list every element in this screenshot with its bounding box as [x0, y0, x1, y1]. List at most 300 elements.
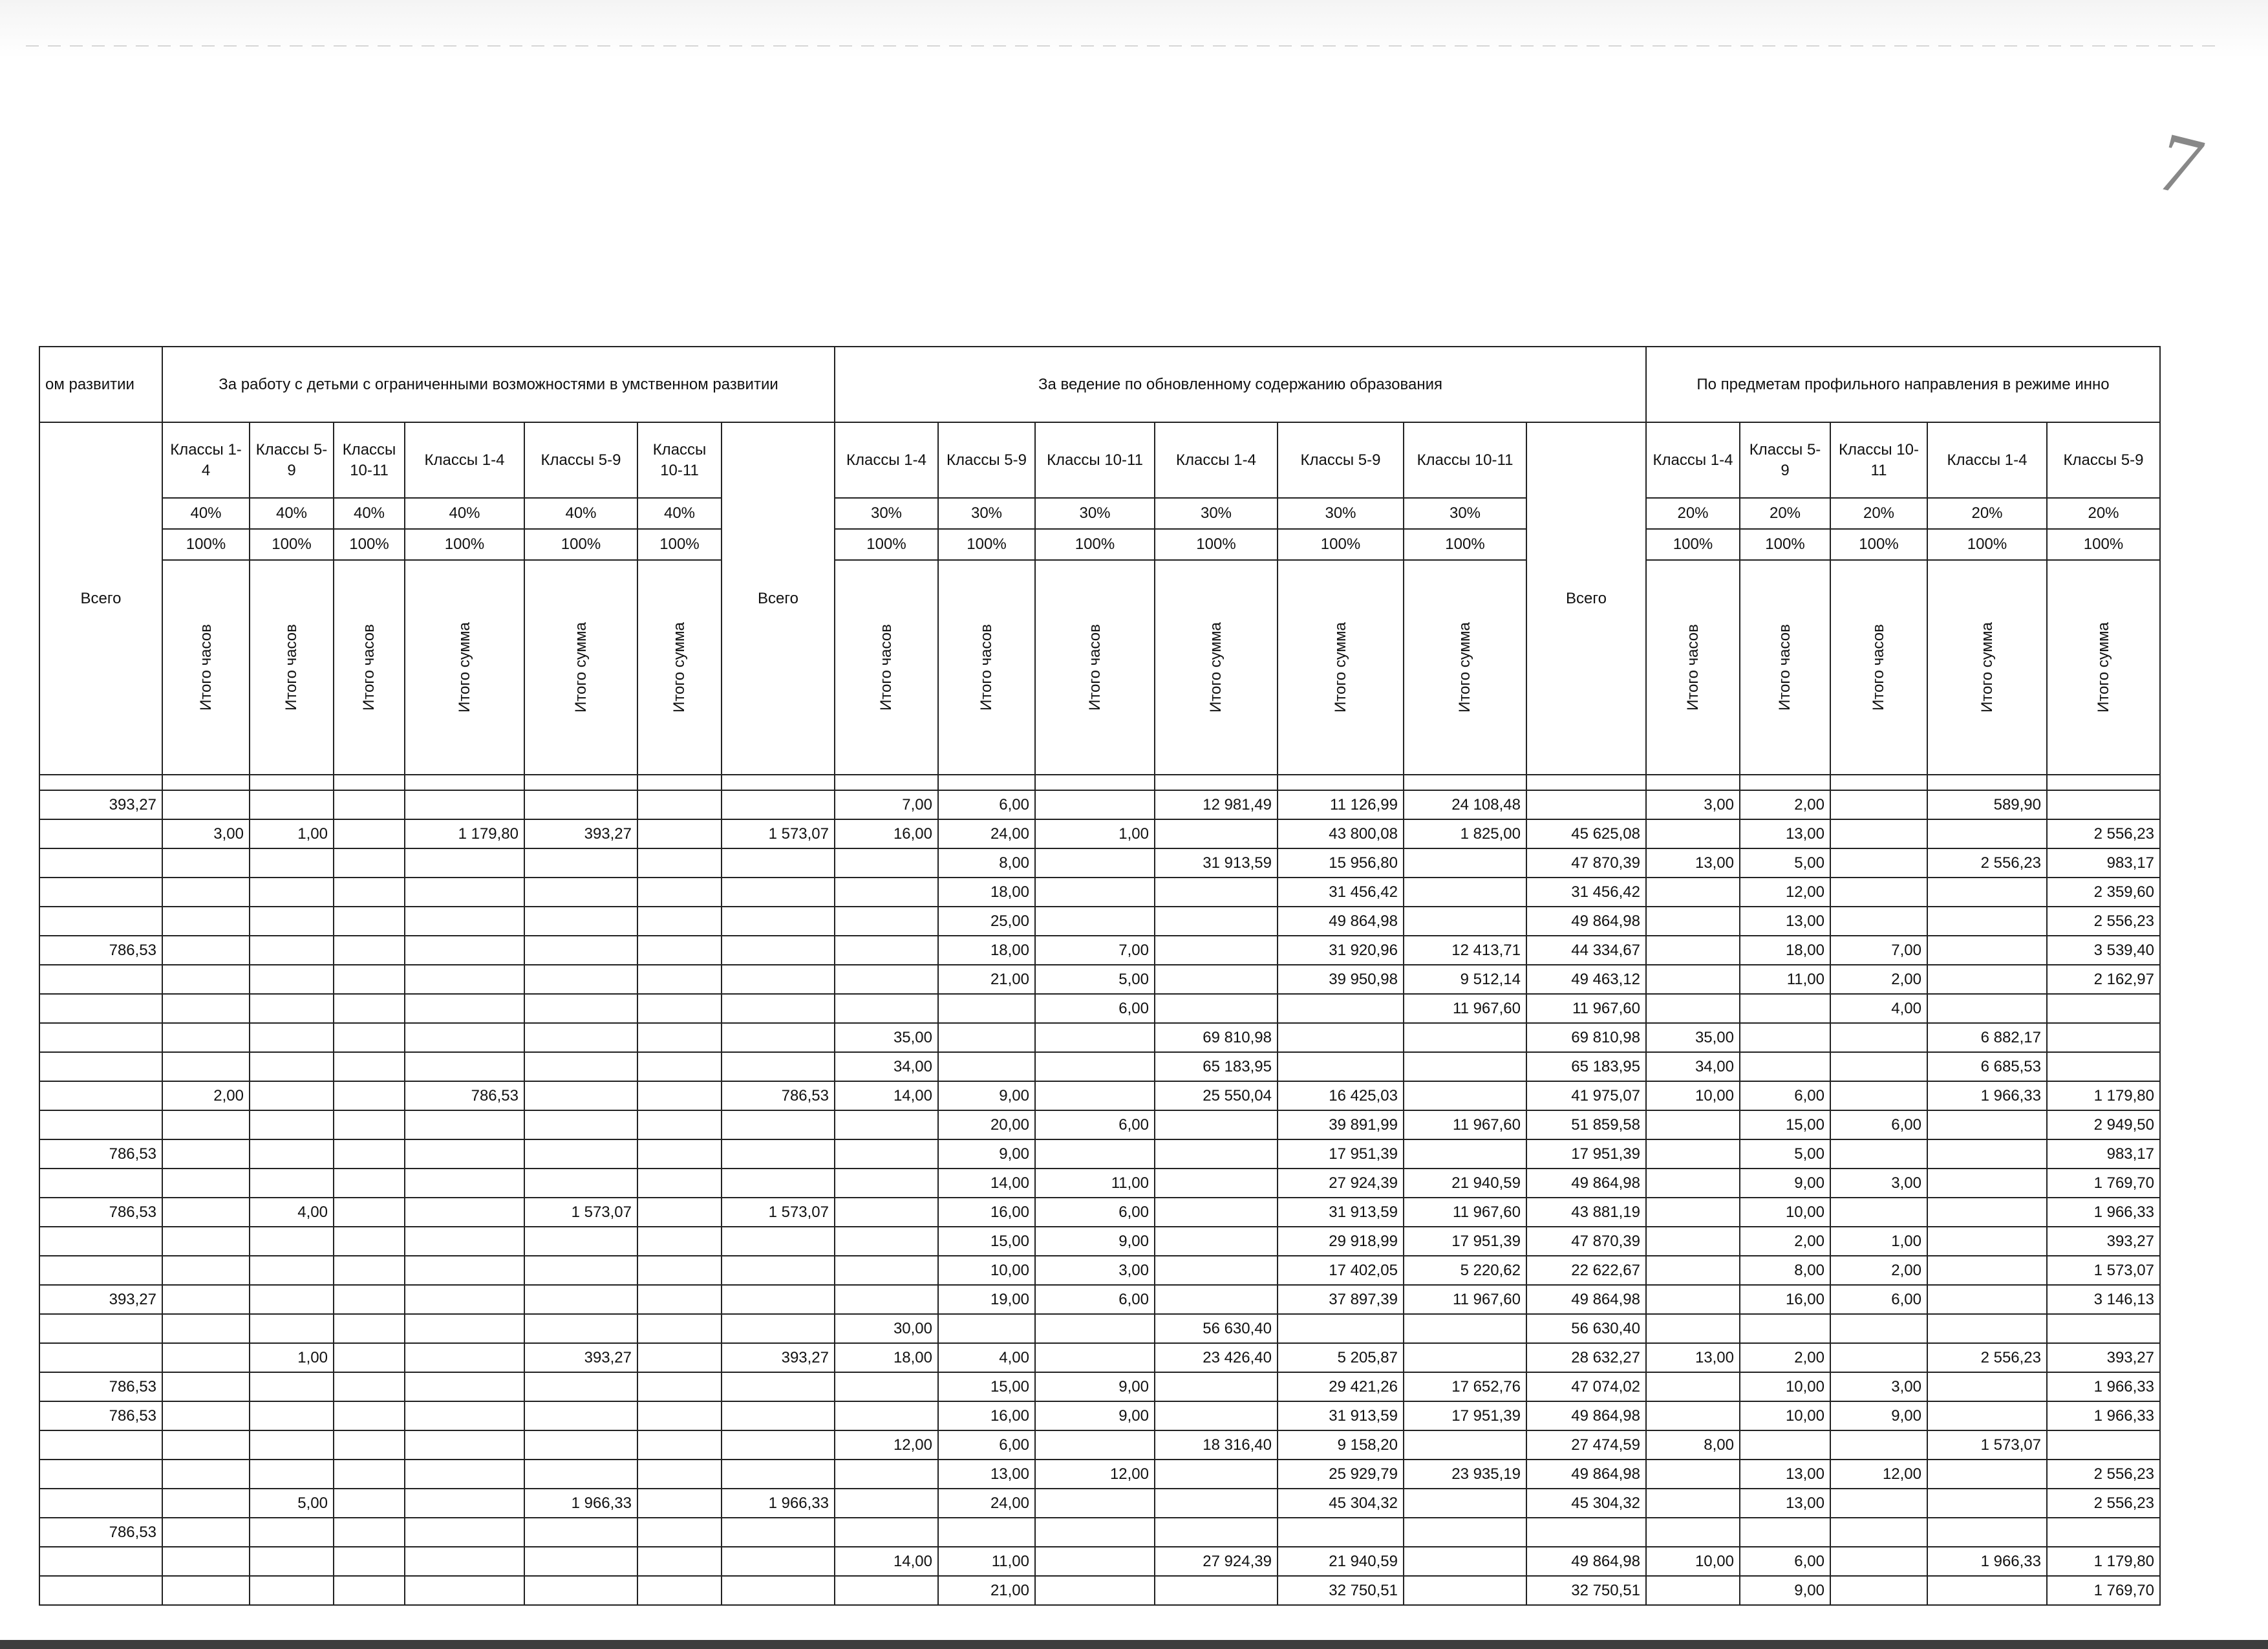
table-cell [722, 1285, 835, 1314]
table-cell [835, 1110, 938, 1139]
vertical-label: Итого сумма [1978, 622, 1996, 713]
table-cell: 24 108,48 [1404, 790, 1526, 819]
table-cell [334, 1576, 405, 1605]
table-cell: 8,00 [1646, 1430, 1740, 1460]
table-cell [637, 1139, 722, 1169]
table-cell: 32 750,51 [1278, 1576, 1404, 1605]
table-cell [39, 1081, 162, 1110]
vertical-label: Итого сумма [1331, 622, 1349, 713]
table-cell: 17 652,76 [1404, 1372, 1526, 1401]
table-cell: 3 539,40 [2047, 936, 2160, 965]
table-cell [334, 1343, 405, 1372]
table-cell [1404, 1314, 1526, 1343]
table-cell [722, 1139, 835, 1169]
table-cell: 17 402,05 [1278, 1256, 1404, 1285]
table-cell: 7,00 [1830, 936, 1927, 965]
base-header: 100% [1927, 529, 2047, 560]
table-cell: 983,17 [2047, 1139, 2160, 1169]
table-cell: 13,00 [1740, 819, 1830, 848]
table-cell: 35,00 [835, 1023, 938, 1052]
percent-header: 30% [1155, 498, 1278, 529]
table-cell [1646, 1169, 1740, 1198]
table-cell: 21 940,59 [1404, 1169, 1526, 1198]
table-cell [250, 1401, 334, 1430]
table-cell: 5,00 [1740, 1139, 1830, 1169]
table-row [39, 819, 2160, 848]
table-cell: 2,00 [162, 1081, 250, 1110]
kind-header [637, 560, 722, 775]
table-cell: 39 950,98 [1278, 965, 1404, 994]
table-cell [405, 1198, 524, 1227]
table-cell: 49 864,98 [1526, 1547, 1646, 1576]
table-cell: 4,00 [1830, 994, 1927, 1023]
kind-header [1404, 560, 1526, 775]
percent-header: 20% [1740, 498, 1830, 529]
table-cell: 3 146,13 [2047, 1285, 2160, 1314]
table-cell: 11 967,60 [1404, 1198, 1526, 1227]
table-cell [405, 1401, 524, 1430]
table-cell [1830, 1518, 1927, 1547]
table-cell [250, 1169, 334, 1198]
table-cell [1278, 1023, 1404, 1052]
table-row [39, 936, 2160, 965]
percent-header: 20% [1927, 498, 2047, 529]
total-header: Всего [39, 422, 162, 775]
table-cell [722, 1401, 835, 1430]
table-cell: 10,00 [1740, 1372, 1830, 1401]
table-row [39, 1169, 2160, 1198]
table-cell: 1 573,07 [524, 1198, 637, 1227]
class-header: Классы 1-4 [405, 422, 524, 498]
table-cell [637, 790, 722, 819]
table-cell: 27 924,39 [1155, 1547, 1278, 1576]
percent-header: 20% [2047, 498, 2160, 529]
table-cell: 35,00 [1646, 1023, 1740, 1052]
table-cell [334, 790, 405, 819]
table-cell: 589,90 [1927, 790, 2047, 819]
table-cell: 31 913,59 [1155, 848, 1278, 878]
table-cell [405, 994, 524, 1023]
total-header: Всего [722, 422, 835, 775]
table-cell [637, 1460, 722, 1489]
percent-header: 20% [1646, 498, 1740, 529]
table-cell [1740, 1518, 1830, 1547]
table-cell [250, 1576, 334, 1605]
class-header: Классы 10-11 [637, 422, 722, 498]
table-cell: 9,00 [1740, 1169, 1830, 1198]
table-cell [250, 994, 334, 1023]
table-cell [1035, 1518, 1155, 1547]
group-header: За ведение по обновленному содержанию образования [835, 347, 1646, 422]
base-header: 100% [524, 529, 637, 560]
table-cell: 5 220,62 [1404, 1256, 1526, 1285]
empty-cell [1278, 775, 1404, 790]
table-cell [405, 1430, 524, 1460]
vertical-label: Итого часов [1684, 624, 1702, 711]
table-cell [1740, 1052, 1830, 1081]
table-cell [637, 1023, 722, 1052]
table-cell [1278, 1314, 1404, 1343]
table-cell [1035, 1430, 1155, 1460]
table-cell [524, 1256, 637, 1285]
table-cell [334, 1110, 405, 1139]
table-cell: 9,00 [1740, 1576, 1830, 1605]
table-cell: 9,00 [938, 1081, 1035, 1110]
table-cell [250, 1430, 334, 1460]
table-cell: 9,00 [938, 1139, 1035, 1169]
table-cell: 3,00 [1830, 1372, 1927, 1401]
table-cell: 49 864,98 [1526, 907, 1646, 936]
table-cell: 1 966,33 [1927, 1081, 2047, 1110]
table-cell [1155, 936, 1278, 965]
table-cell: 1 179,80 [2047, 1081, 2160, 1110]
table-cell [405, 936, 524, 965]
table-cell: 6,00 [938, 790, 1035, 819]
table-cell [405, 1139, 524, 1169]
class-header: Классы 5-9 [524, 422, 637, 498]
table-row [39, 1314, 2160, 1343]
base-header: 100% [1404, 529, 1526, 560]
table-cell [162, 1139, 250, 1169]
table-cell: 45 625,08 [1526, 819, 1646, 848]
table-cell: 1,00 [1035, 819, 1155, 848]
table-cell [1035, 878, 1155, 907]
table-cell [1035, 907, 1155, 936]
table-cell [39, 1489, 162, 1518]
table-cell [835, 907, 938, 936]
table-cell: 15,00 [938, 1227, 1035, 1256]
table-cell [250, 1227, 334, 1256]
table-cell [1646, 1576, 1740, 1605]
table-cell: 6,00 [1830, 1110, 1927, 1139]
table-cell [524, 848, 637, 878]
table-cell [334, 994, 405, 1023]
table-cell: 9,00 [1035, 1227, 1155, 1256]
table-cell [1155, 878, 1278, 907]
table-cell: 10,00 [1740, 1401, 1830, 1430]
table-cell: 18 316,40 [1155, 1430, 1278, 1460]
empty-cell [835, 775, 938, 790]
table-cell: 1 825,00 [1404, 819, 1526, 848]
table-cell [722, 965, 835, 994]
table-cell [334, 1169, 405, 1198]
table-cell [1278, 1518, 1404, 1547]
table-cell [637, 1547, 722, 1576]
table-cell: 1 769,70 [2047, 1576, 2160, 1605]
kind-header [250, 560, 334, 775]
table-cell [1404, 907, 1526, 936]
table-cell: 6,00 [938, 1430, 1035, 1460]
table-cell [405, 1052, 524, 1081]
table-cell: 1 966,33 [524, 1489, 637, 1518]
table-cell [1927, 1198, 2047, 1227]
table-cell [1830, 1198, 1927, 1227]
table-cell: 10,00 [938, 1256, 1035, 1285]
table-cell [162, 878, 250, 907]
table-cell [250, 1023, 334, 1052]
table-cell [637, 936, 722, 965]
kind-header [334, 560, 405, 775]
table-cell [1404, 1139, 1526, 1169]
vertical-label: Итого часов [1870, 624, 1887, 711]
table-cell [1927, 994, 2047, 1023]
table-cell: 6 685,53 [1927, 1052, 2047, 1081]
table-cell: 1 179,80 [2047, 1547, 2160, 1576]
table-cell [1830, 1314, 1927, 1343]
table-cell [1035, 1547, 1155, 1576]
table-row [39, 1430, 2160, 1460]
table-cell: 27 474,59 [1526, 1430, 1646, 1460]
table-cell [1155, 1518, 1278, 1547]
table-cell: 25 550,04 [1155, 1081, 1278, 1110]
table-cell [334, 907, 405, 936]
table-cell [835, 1227, 938, 1256]
table-cell [250, 1547, 334, 1576]
table-cell [1155, 1227, 1278, 1256]
table-cell [1927, 819, 2047, 848]
vertical-label: Итого часов [197, 624, 215, 711]
empty-cell [162, 775, 250, 790]
table-cell [334, 1518, 405, 1547]
table-cell [1404, 1430, 1526, 1460]
table-cell [405, 907, 524, 936]
table-cell [1646, 819, 1740, 848]
class-header: Классы 1-4 [1155, 422, 1278, 498]
base-header: 100% [1740, 529, 1830, 560]
table-cell [722, 994, 835, 1023]
table-cell [405, 1576, 524, 1605]
handwritten-page-mark: 7 [2148, 114, 2212, 215]
table-cell [1526, 1518, 1646, 1547]
table-cell [39, 994, 162, 1023]
table-cell [722, 1430, 835, 1460]
table-cell [39, 1576, 162, 1605]
table-cell [405, 1489, 524, 1518]
table-cell [39, 819, 162, 848]
empty-cell [1035, 775, 1155, 790]
table-cell: 49 864,98 [1526, 1169, 1646, 1198]
table-cell: 2 556,23 [1927, 1343, 2047, 1372]
table-cell: 7,00 [1035, 936, 1155, 965]
table-cell [250, 1372, 334, 1401]
table-cell [938, 1052, 1035, 1081]
base-header: 100% [405, 529, 524, 560]
table-cell: 28 632,27 [1526, 1343, 1646, 1372]
kind-header [1927, 560, 2047, 775]
table-cell [637, 848, 722, 878]
table-cell [1646, 1198, 1740, 1227]
table-cell: 6,00 [1035, 1110, 1155, 1139]
table-cell [637, 965, 722, 994]
table-cell [162, 1110, 250, 1139]
table-cell [524, 1314, 637, 1343]
table-cell [250, 790, 334, 819]
table-cell: 5 205,87 [1278, 1343, 1404, 1372]
table-cell: 4,00 [938, 1343, 1035, 1372]
table-cell [162, 1023, 250, 1052]
table-cell: 9,00 [1035, 1401, 1155, 1430]
table-cell [637, 878, 722, 907]
table-row [39, 907, 2160, 936]
table-cell [722, 1110, 835, 1139]
table-cell [1927, 1285, 2047, 1314]
table-cell: 65 183,95 [1155, 1052, 1278, 1081]
table-cell: 31 456,42 [1278, 878, 1404, 907]
table-cell [334, 1081, 405, 1110]
table-cell [405, 1518, 524, 1547]
class-header: Классы 1-4 [162, 422, 250, 498]
table-cell [162, 1052, 250, 1081]
table-cell [334, 1372, 405, 1401]
table-cell: 18,00 [938, 936, 1035, 965]
table-cell [1404, 1343, 1526, 1372]
table-cell [1927, 936, 2047, 965]
table-cell: 2 949,50 [2047, 1110, 2160, 1139]
table-cell [162, 1518, 250, 1547]
table-cell [1646, 1227, 1740, 1256]
table-row [39, 1052, 2160, 1081]
table-row [39, 1139, 2160, 1169]
base-header: 100% [1155, 529, 1278, 560]
kind-header [405, 560, 524, 775]
table-cell [334, 1256, 405, 1285]
table-cell: 21,00 [938, 1576, 1035, 1605]
table-cell: 2,00 [1740, 1227, 1830, 1256]
table-cell: 10,00 [1740, 1198, 1830, 1227]
table-cell: 1 966,33 [2047, 1198, 2160, 1227]
vertical-label: Итого часов [360, 624, 378, 711]
table-cell [334, 1052, 405, 1081]
table-cell [2047, 994, 2160, 1023]
table-cell [1404, 1518, 1526, 1547]
table-cell [1404, 1081, 1526, 1110]
table-cell: 786,53 [39, 936, 162, 965]
table-row [39, 1401, 2160, 1430]
percent-header-row [39, 498, 2160, 529]
percent-header: 40% [250, 498, 334, 529]
table-cell [405, 1547, 524, 1576]
base-header: 100% [334, 529, 405, 560]
table-cell [162, 1460, 250, 1489]
table-row [39, 878, 2160, 907]
base-header: 100% [2047, 529, 2160, 560]
base-header: 100% [1278, 529, 1404, 560]
table-cell [835, 1372, 938, 1401]
base-header: 100% [162, 529, 250, 560]
table-cell [334, 1285, 405, 1314]
table-cell [1740, 994, 1830, 1023]
table-row [39, 1343, 2160, 1372]
table-cell [2047, 1023, 2160, 1052]
table-cell [1155, 907, 1278, 936]
table-cell [162, 965, 250, 994]
table-cell [162, 1430, 250, 1460]
table-cell: 13,00 [1646, 848, 1740, 878]
table-cell [250, 848, 334, 878]
table-cell: 393,27 [524, 1343, 637, 1372]
table-cell: 17 951,39 [1526, 1139, 1646, 1169]
percent-header: 30% [1035, 498, 1155, 529]
table-cell [405, 1314, 524, 1343]
allowance-table [39, 346, 2161, 1606]
kind-header [162, 560, 250, 775]
table-cell [1404, 1489, 1526, 1518]
table-cell [637, 1198, 722, 1227]
empty-cell [1646, 775, 1740, 790]
table-cell: 393,27 [2047, 1343, 2160, 1372]
vertical-label: Итого сумма [1207, 622, 1225, 713]
table-cell [250, 1052, 334, 1081]
table-cell [1646, 878, 1740, 907]
table-cell [1404, 1052, 1526, 1081]
table-cell: 41 975,07 [1526, 1081, 1646, 1110]
table-cell [250, 1081, 334, 1110]
table-row [39, 1285, 2160, 1314]
table-cell [1155, 1110, 1278, 1139]
table-cell [39, 1227, 162, 1256]
table-cell [637, 994, 722, 1023]
table-cell [1646, 1372, 1740, 1401]
table-cell [334, 878, 405, 907]
table-cell: 3,00 [162, 819, 250, 848]
table-cell [39, 1460, 162, 1489]
table-cell [722, 1460, 835, 1489]
table-cell [405, 848, 524, 878]
table-cell: 5,00 [1740, 848, 1830, 878]
table-cell [1035, 848, 1155, 878]
table-cell: 45 304,32 [1278, 1489, 1404, 1518]
table-row [39, 1576, 2160, 1605]
table-cell [334, 965, 405, 994]
table-cell: 32 750,51 [1526, 1576, 1646, 1605]
table-cell: 9 158,20 [1278, 1430, 1404, 1460]
table-cell [1646, 1314, 1740, 1343]
table-cell [1035, 1052, 1155, 1081]
base-header: 100% [938, 529, 1035, 560]
table-cell: 786,53 [39, 1139, 162, 1169]
vertical-label: Итого часов [1086, 624, 1104, 711]
table-cell [405, 1460, 524, 1489]
empty-cell [938, 775, 1035, 790]
table-cell [162, 1227, 250, 1256]
table-cell: 13,00 [1740, 1489, 1830, 1518]
table-cell: 1 769,70 [2047, 1169, 2160, 1198]
empty-cell [524, 775, 637, 790]
class-header: Классы 10-11 [1404, 422, 1526, 498]
table-cell [1830, 1547, 1927, 1576]
table-cell [722, 936, 835, 965]
table-cell [1830, 907, 1927, 936]
table-cell [162, 848, 250, 878]
table-cell [334, 1314, 405, 1343]
table-cell [405, 1343, 524, 1372]
table-cell: 11 967,60 [1404, 1110, 1526, 1139]
table-cell: 1 573,07 [722, 1198, 835, 1227]
class-header-row [39, 422, 2160, 498]
table-cell [722, 1052, 835, 1081]
table-cell [1035, 1343, 1155, 1372]
table-cell: 49 864,98 [1526, 1285, 1646, 1314]
table-cell [524, 1052, 637, 1081]
table-cell [637, 1576, 722, 1605]
table-cell [39, 1023, 162, 1052]
table-cell [1035, 1489, 1155, 1518]
table-cell [1927, 1576, 2047, 1605]
table-cell [637, 1343, 722, 1372]
table-cell [1830, 819, 1927, 848]
table-cell: 13,00 [1646, 1343, 1740, 1372]
empty-cell [1740, 775, 1830, 790]
